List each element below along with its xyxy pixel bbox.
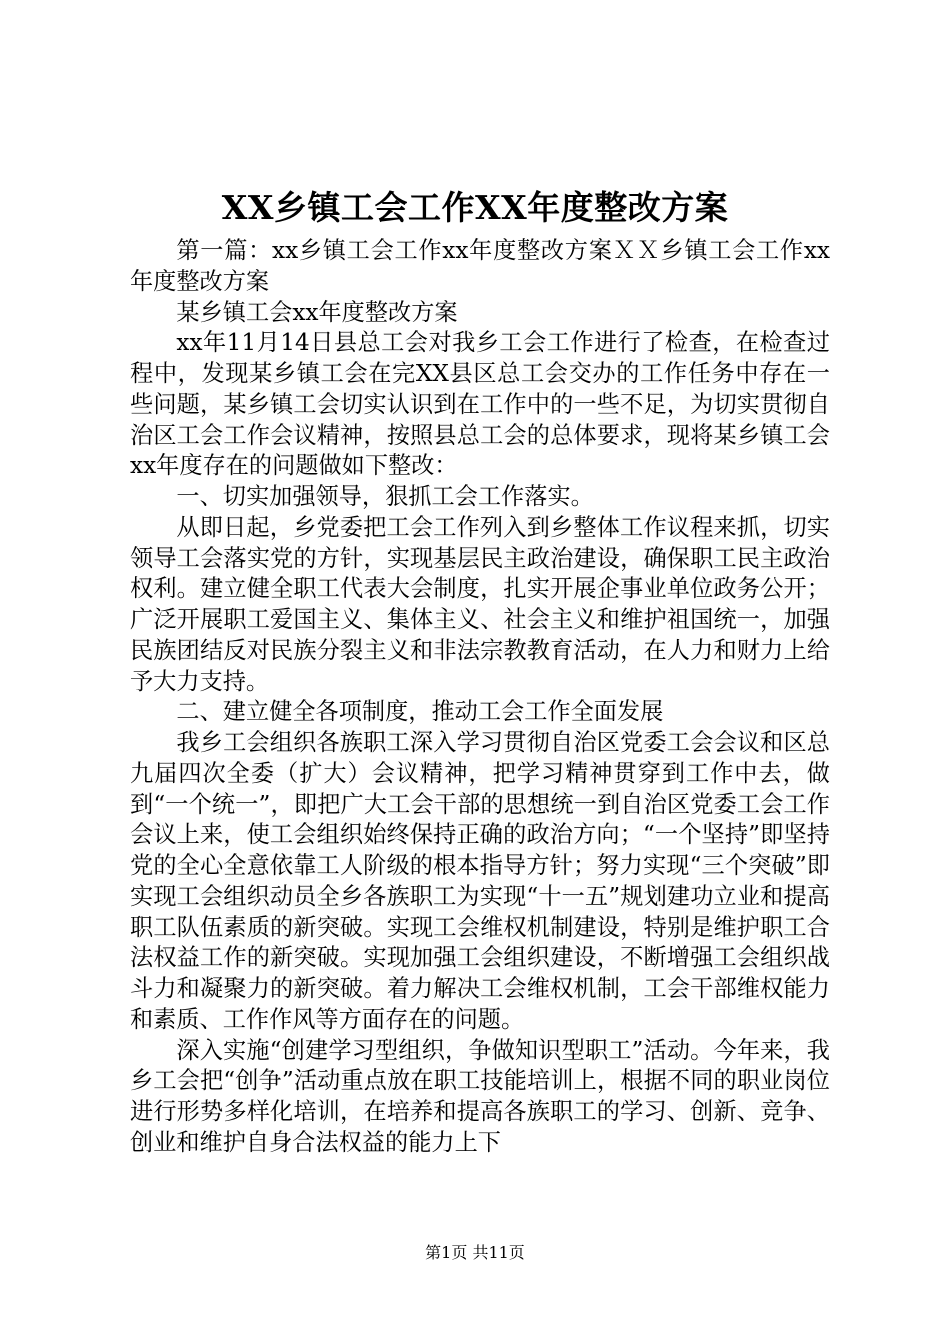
paragraph: 第一篇：xx乡镇工会工作xx年度整改方案ＸＸ乡镇工会工作xx年度整改方案 <box>130 237 830 295</box>
paragraph: 我乡工会组织各族职工深入学习贯彻自治区党委工会会议和区总九届四次全委（扩大）会议精神，把学习精神贯穿到工作中去，做到“一个统一”，即把广大工会干部的思想统一到自治区党委工会工作会议上来，使工会组织始终保持正确的政治方向；“一个坚持”即坚持党的全心全意依靠工人阶级的根本指导方针；努力实现“三个突破”即实现工会组织动员全乡各族职工为实现“十一五”规划建功立业和提高职工队伍素质的新突破。实现工会维权机制建设，特别是维护职工合法权益工作的新突破。实现加强工会组织建设，不断增强工会组织战斗力和凝聚力的新突破。着力解决工会维权机制，工会干部维权能力和素质、工作作风等方面存在的问题。 <box>130 729 830 1033</box>
page-footer <box>0 1243 950 1263</box>
paragraph: 从即日起，乡党委把工会工作列入到乡整体工作议程来抓，切实领导工会落实党的方针，实现基层民主政治建设，确保职工民主政治权利。建立健全职工代表大会制度，扎实开展企事业单位政务公开；广泛开展职工爱国主义、集体主义、社会主义和维护祖国统一，加强民族团结反对民族分裂主义和非法宗教教育活动，在人力和财力上给予大力支持。 <box>130 513 830 695</box>
paragraph: xx年11月14日县总工会对我乡工会工作进行了检查，在检查过程中，发现某乡镇工会在完XX县区总工会交办的工作任务中存在一些问题，某乡镇工会切实认识到在工作中的一些不足，为切实贯彻自治区工会工作会议精神，按照县总工会的总体要求，现将某乡镇工会xx年度存在的问题做如下整改： <box>130 329 830 480</box>
page-number: 第1页 共11页 <box>425 1243 525 1262</box>
section-heading: 一、切实加强领导，狠抓工会工作落实。 <box>176 483 594 510</box>
document-body <box>130 236 830 1159</box>
paragraph: 深入实施“创建学习型组织，争做知识型职工”活动。今年来，我乡工会把“创争”活动重点放在职工技能培训上，根据不同的职业岗位进行形势多样化培训，在培养和提高各族职工的学习、创新、竞争、创业和维护自身合法权益的能力上下 <box>130 1036 830 1156</box>
section-heading: 二、建立健全各项制度，推动工会工作全面发展 <box>176 698 664 726</box>
paragraph: 某乡镇工会xx年度整改方案 <box>176 298 458 326</box>
document-title: XX乡镇工会工作XX年度整改方案 <box>221 188 729 227</box>
